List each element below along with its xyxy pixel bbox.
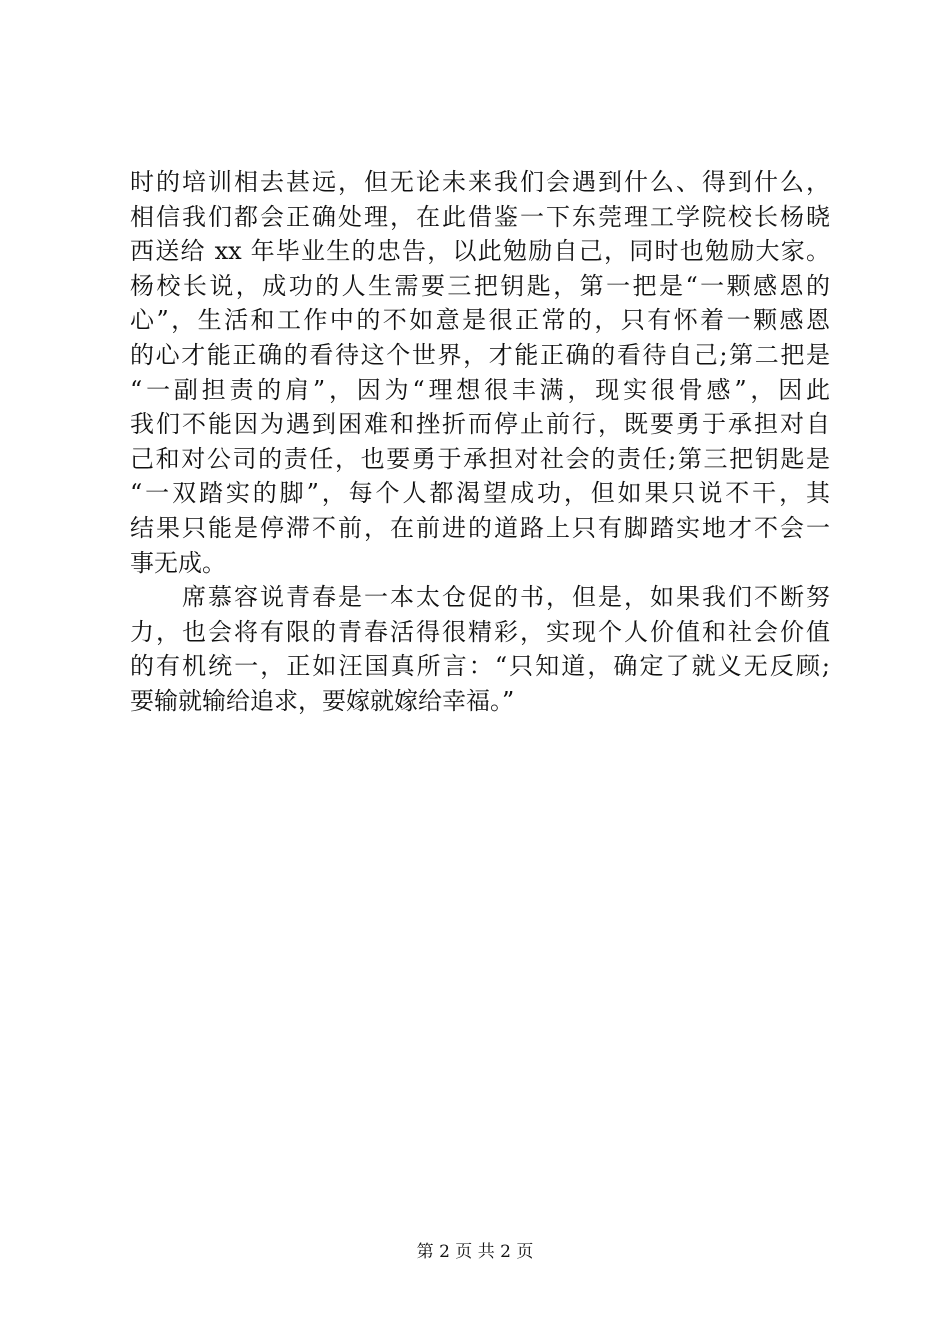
text-line: 事无成。: [130, 548, 226, 577]
body-text: [130, 165, 830, 719]
text-line: 的有机统一，正如汪国真所言：“只知道，确定了就义无反顾;: [130, 652, 830, 681]
text-line: 杨校长说，成功的人生需要三把钥匙，第一把是“一颗感恩的: [130, 271, 830, 300]
text-line: 相信我们都会正确处理，在此借鉴一下东莞理工学院校长杨晓: [130, 202, 830, 231]
text-line: “一双踏实的脚”，每个人都渴望成功，但如果只说不干，其: [130, 479, 830, 508]
text-line: 席慕容说青春是一本太仓促的书，但是，如果我们不断努: [130, 583, 830, 612]
text-line: 力，也会将有限的青春活得很精彩，实现个人价值和社会价值: [130, 617, 830, 646]
text-line: “一副担责的肩”，因为“理想很丰满，现实很骨感”，因此: [130, 375, 830, 404]
text-line: 的心才能正确的看待这个世界，才能正确的看待自己;第二把是: [130, 340, 830, 369]
text-line: 时的培训相去甚远，但无论未来我们会遇到什么、得到什么，: [130, 168, 830, 196]
text-line: 我们不能因为遇到困难和挫折而停止前行，既要勇于承担对自: [130, 410, 830, 439]
page-footer: [0, 1240, 950, 1264]
page-number: 第 2 页 共 2 页: [416, 1242, 534, 1262]
text-line: 己和对公司的责任，也要勇于承担对社会的责任;第三把钥匙是: [130, 444, 830, 473]
text-line: 心”，生活和工作中的不如意是很正常的，只有怀着一颗感恩: [130, 306, 830, 335]
text-line: 结果只能是停滞不前，在前进的道路上只有脚踏实地才不会一: [130, 513, 830, 542]
text-line: 要输就输给追求，要嫁就嫁给幸福。”: [130, 686, 515, 715]
text-line: 西送给 xx 年毕业生的忠告，以此勉励自己，同时也勉励大家。: [130, 237, 830, 266]
